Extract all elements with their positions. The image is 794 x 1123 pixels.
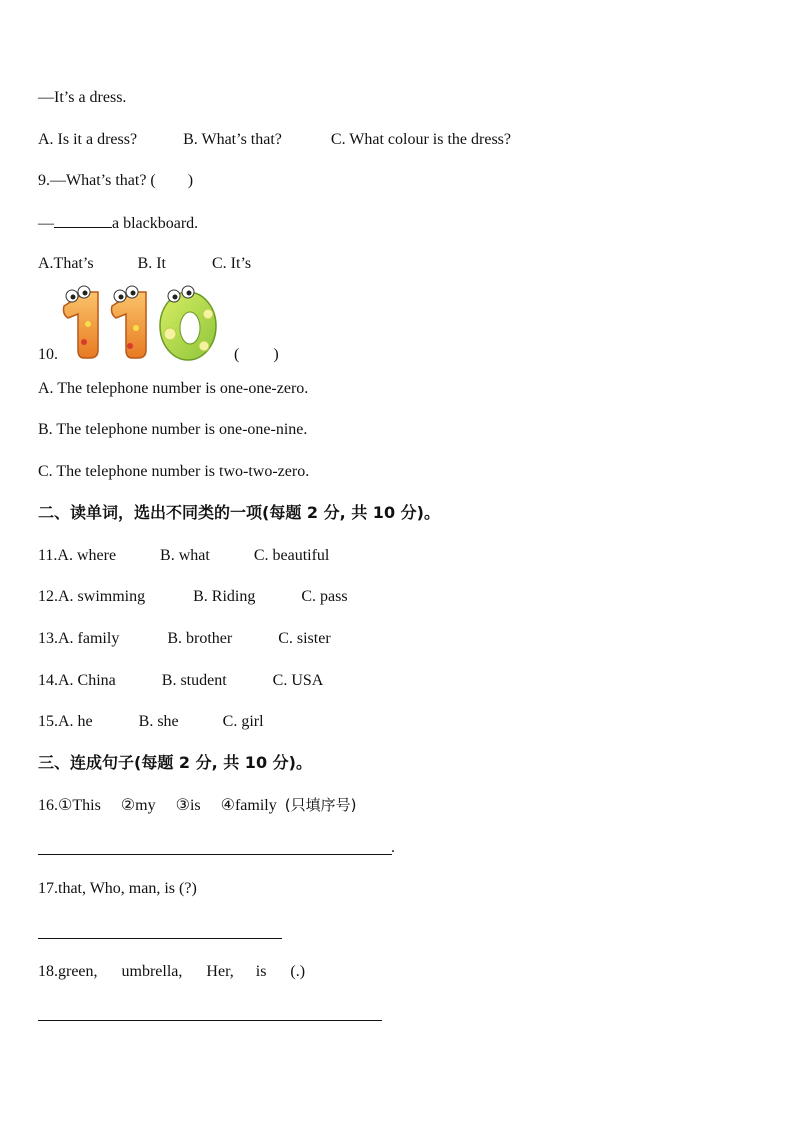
q9-option-a[interactable]: A.That’s (38, 255, 94, 272)
q9-question (38, 171, 193, 191)
q11-option-a[interactable]: A. where (57, 547, 117, 564)
q15-option-b[interactable]: B. she (138, 713, 179, 730)
q16-row (38, 795, 356, 816)
q8-answer-line: —It’s a dress. (38, 89, 127, 106)
q16-word-4: ④family (220, 797, 277, 814)
q8-option-a[interactable]: A. Is it a dress? (38, 131, 138, 148)
q9-options (38, 254, 251, 274)
q18-number: 18. (38, 963, 58, 980)
q17-question: 17.that, Who, man, is (?) (38, 880, 197, 897)
q13-option-a[interactable]: A. family (58, 630, 120, 647)
q12-row (38, 587, 348, 607)
q9-fill-blank[interactable] (54, 213, 112, 228)
q18-answer-line[interactable] (38, 1020, 382, 1021)
section-3-heading: 三、连成句子(每题 2 分, 共 10 分)。 (38, 753, 312, 772)
q9-question-close: ) (187, 172, 194, 189)
q17-answer-line[interactable] (38, 938, 282, 939)
q16-word-3: ③is (175, 797, 201, 814)
q12-option-c[interactable]: C. pass (301, 588, 348, 605)
q16-end-mark: . (391, 839, 395, 856)
q15-option-c[interactable]: C. girl (222, 713, 264, 730)
q16-answer-line[interactable] (38, 854, 392, 855)
q14-row (38, 671, 323, 691)
q12-number: 12. (38, 588, 58, 605)
q16-number: 16. (38, 797, 58, 814)
q14-number: 14. (38, 672, 58, 689)
q18-word-4: is (255, 963, 267, 980)
q18-end: (.) (290, 963, 306, 980)
q10-option-c[interactable]: C. The telephone number is two-two-zero. (38, 463, 310, 480)
q12-option-b[interactable]: B. Riding (193, 588, 256, 605)
q11-row (38, 546, 329, 566)
q10-question (38, 345, 279, 365)
q11-number: 11. (38, 547, 58, 564)
q16-note: (只填序号) (284, 796, 357, 814)
q8-option-c[interactable]: C. What colour is the dress? (330, 131, 511, 148)
q9-question-text: 9.—What’s that? ( (38, 172, 156, 189)
q18-row (38, 962, 305, 982)
q14-option-c[interactable]: C. USA (272, 672, 324, 689)
q10-paren-open: ( (234, 346, 240, 363)
q15-row (38, 712, 264, 732)
q15-number: 15. (38, 713, 58, 730)
q8-options (38, 130, 511, 150)
q18-word-2: umbrella, (121, 963, 183, 980)
q13-option-b[interactable]: B. brother (167, 630, 233, 647)
q9-option-c[interactable]: C. It’s (212, 255, 252, 272)
q9-answer-line (38, 213, 198, 234)
q9-option-b[interactable]: B. It (137, 255, 166, 272)
q18-word-3: Her, (206, 963, 234, 980)
q10-option-b[interactable]: B. The telephone number is one-one-nine. (38, 421, 308, 438)
q13-number: 13. (38, 630, 58, 647)
q11-option-b[interactable]: B. what (160, 547, 210, 564)
q18-word-1: green, (58, 963, 98, 980)
q16-word-2: ②my (120, 797, 156, 814)
q16-word-1: ①This (58, 797, 101, 814)
q15-option-a[interactable]: A. he (58, 713, 93, 730)
q11-option-c[interactable]: C. beautiful (253, 547, 330, 564)
q14-option-a[interactable]: A. China (58, 672, 116, 689)
q10-paren-close: ) (273, 346, 279, 363)
q13-row (38, 629, 331, 649)
q8-option-b[interactable]: B. What’s that? (183, 131, 282, 148)
q12-option-a[interactable]: A. swimming (58, 588, 146, 605)
q9-dash: — (38, 215, 54, 232)
q10-option-a[interactable]: A. The telephone number is one-one-zero. (38, 380, 309, 397)
section-2-heading: 二、读单词，选出不同类的一项(每题 2 分, 共 10 分)。 (38, 503, 440, 522)
q9-after-blank: a blackboard. (112, 215, 199, 232)
q10-number: 10. (38, 346, 58, 363)
q14-option-b[interactable]: B. student (161, 672, 227, 689)
q13-option-c[interactable]: C. sister (278, 630, 331, 647)
